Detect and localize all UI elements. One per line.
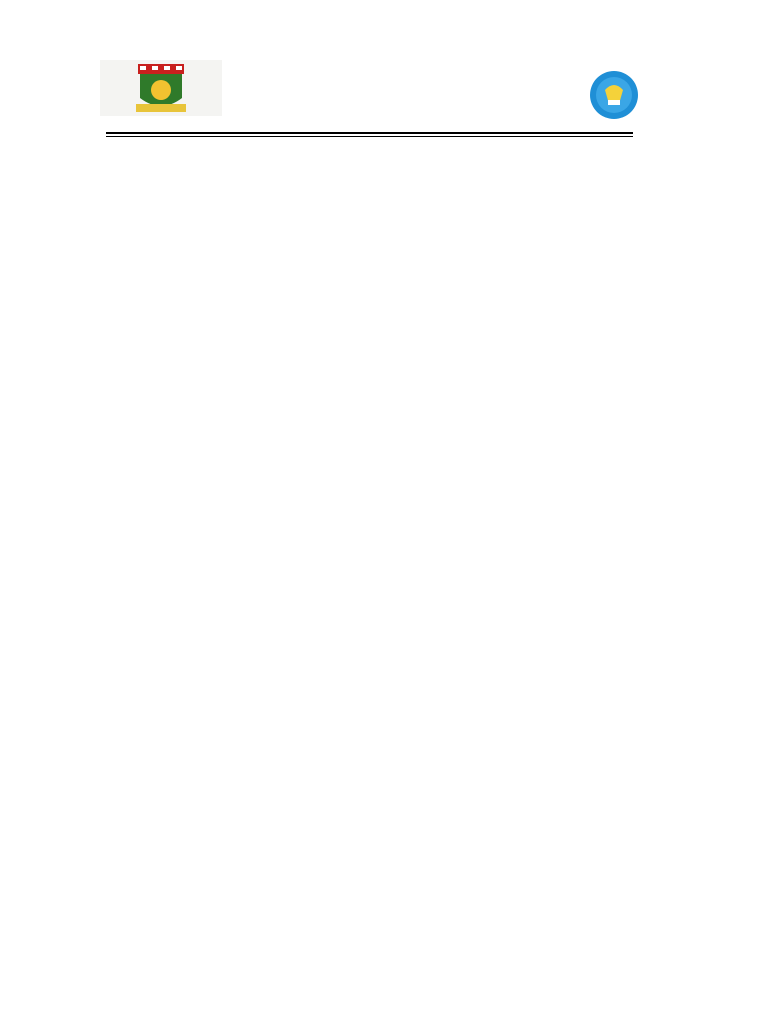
kop-divider-thick: [106, 132, 633, 134]
kop-divider-thin: [106, 136, 633, 137]
kabupaten-logo: [100, 60, 222, 116]
tut-wuri-handayani-logo: [585, 70, 643, 120]
